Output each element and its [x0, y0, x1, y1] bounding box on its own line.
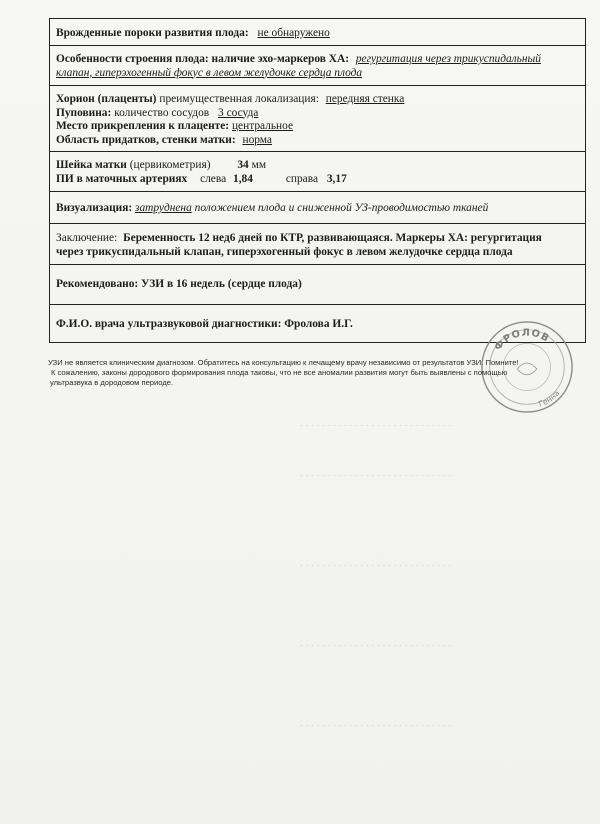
- structure-section: [50, 46, 585, 86]
- cord-value: 3 сосуда: [218, 106, 259, 119]
- recommendation-text: Рекомендовано: УЗИ в 16 недель (сердце плода): [56, 278, 302, 290]
- cervix-label: Шейка матки: [56, 159, 127, 171]
- cervix-section: [50, 152, 585, 192]
- structure-label: Особенности строения плода: наличие эхо-маркеров ХА:: [56, 53, 349, 65]
- bleed-through-text: · · · · · · · · · · · · · · · · · · · · · · · · · · · ·: [300, 470, 452, 480]
- conclusion-label: Заключение:: [56, 232, 118, 244]
- chorion-value: передняя стенка: [325, 93, 405, 105]
- chorion-label: Хорион (плаценты): [56, 93, 157, 105]
- ultrasound-report-table: [49, 18, 586, 343]
- pi-label: ПИ в маточных артериях: [56, 172, 188, 185]
- visualization-value-rest: положением плода и сниженной УЗ-проводимостью тканей: [194, 202, 489, 214]
- adnexa-value: норма: [242, 133, 272, 146]
- seal-top-text: ФРОЛОВ: [492, 327, 552, 353]
- bleed-through-text: · · · · · · · · · · · · · · · · · · · · · · · · · · · ·: [300, 640, 452, 650]
- pi-right-value: 3,17: [326, 172, 347, 185]
- chorion-text: преимущественная локализация:: [159, 93, 319, 105]
- disclaimer-line3: ультразвука в дородовом периоде.: [50, 378, 174, 388]
- visualization-section: [50, 192, 585, 224]
- conclusion-line1: Беременность 12 нед6 дней по КТР, развивающаяся. Маркеры ХА: регургитация: [123, 232, 542, 244]
- bleed-through-text: · · · · · · · · · · · · · · · · · · · · · · · · · · · ·: [300, 720, 452, 730]
- cord-text: количество сосудов: [114, 106, 210, 119]
- visualization-label: Визуализация:: [56, 202, 133, 214]
- bleed-through-text: · · · · · · · · · · · · · · · · · · · · · · · · · · · ·: [300, 420, 452, 430]
- bleed-through-text: · · · · · · · · · · · · · · · · · · · · · · · · · · · ·: [300, 560, 452, 570]
- doctor-text: Ф.И.О. врача ультразвуковой диагностики: Фролова И.Г.: [56, 318, 353, 330]
- adnexa-label: Область придатков, стенки матки:: [56, 133, 236, 146]
- structure-value-line1: регургитация через трикуспидальный: [355, 53, 541, 65]
- placenta-section: [50, 86, 585, 152]
- visualization-value-underlined: затруднена: [135, 202, 192, 214]
- conclusion-section: [50, 224, 585, 265]
- structure-value-line2: клапан, гиперэхогенный фокус в левом желудочке сердца плода: [56, 66, 363, 79]
- recommendation-section: [50, 265, 585, 305]
- disclaimer: [48, 358, 568, 389]
- defects-section: [50, 19, 585, 46]
- cervix-value: 34: [237, 159, 249, 171]
- cervix-unit: мм: [251, 159, 267, 171]
- conclusion-line2: через трикуспидальный клапан, гиперэхогенный фокус в левом желудочке сердца плода: [56, 245, 513, 258]
- defects-label: Врожденные пороки развития плода:: [56, 27, 249, 39]
- pi-left-value: 1,84: [233, 172, 253, 185]
- cervix-label-paren: (цервикометрия): [129, 159, 211, 171]
- attach-label: Место прикрепления к плаценте:: [56, 120, 230, 132]
- pi-right-label: справа: [285, 172, 318, 185]
- pi-left-label: слева: [200, 172, 227, 185]
- defects-value: не обнаружено: [257, 27, 330, 39]
- seal-side-text: Генна: [537, 388, 562, 409]
- disclaimer-line2: К сожалению, законы дородового формирования плода таковы, что не все аномалии развития могут быть выявлены с помощью: [51, 368, 508, 378]
- disclaimer-line1: УЗИ не является клиническим диагнозом. Обратитесь на консультацию к лечащему врачу независимо от результатов УЗИ. Помните!: [48, 358, 519, 367]
- cord-label: Пуповина:: [56, 106, 112, 119]
- attach-value: центральное: [231, 120, 294, 132]
